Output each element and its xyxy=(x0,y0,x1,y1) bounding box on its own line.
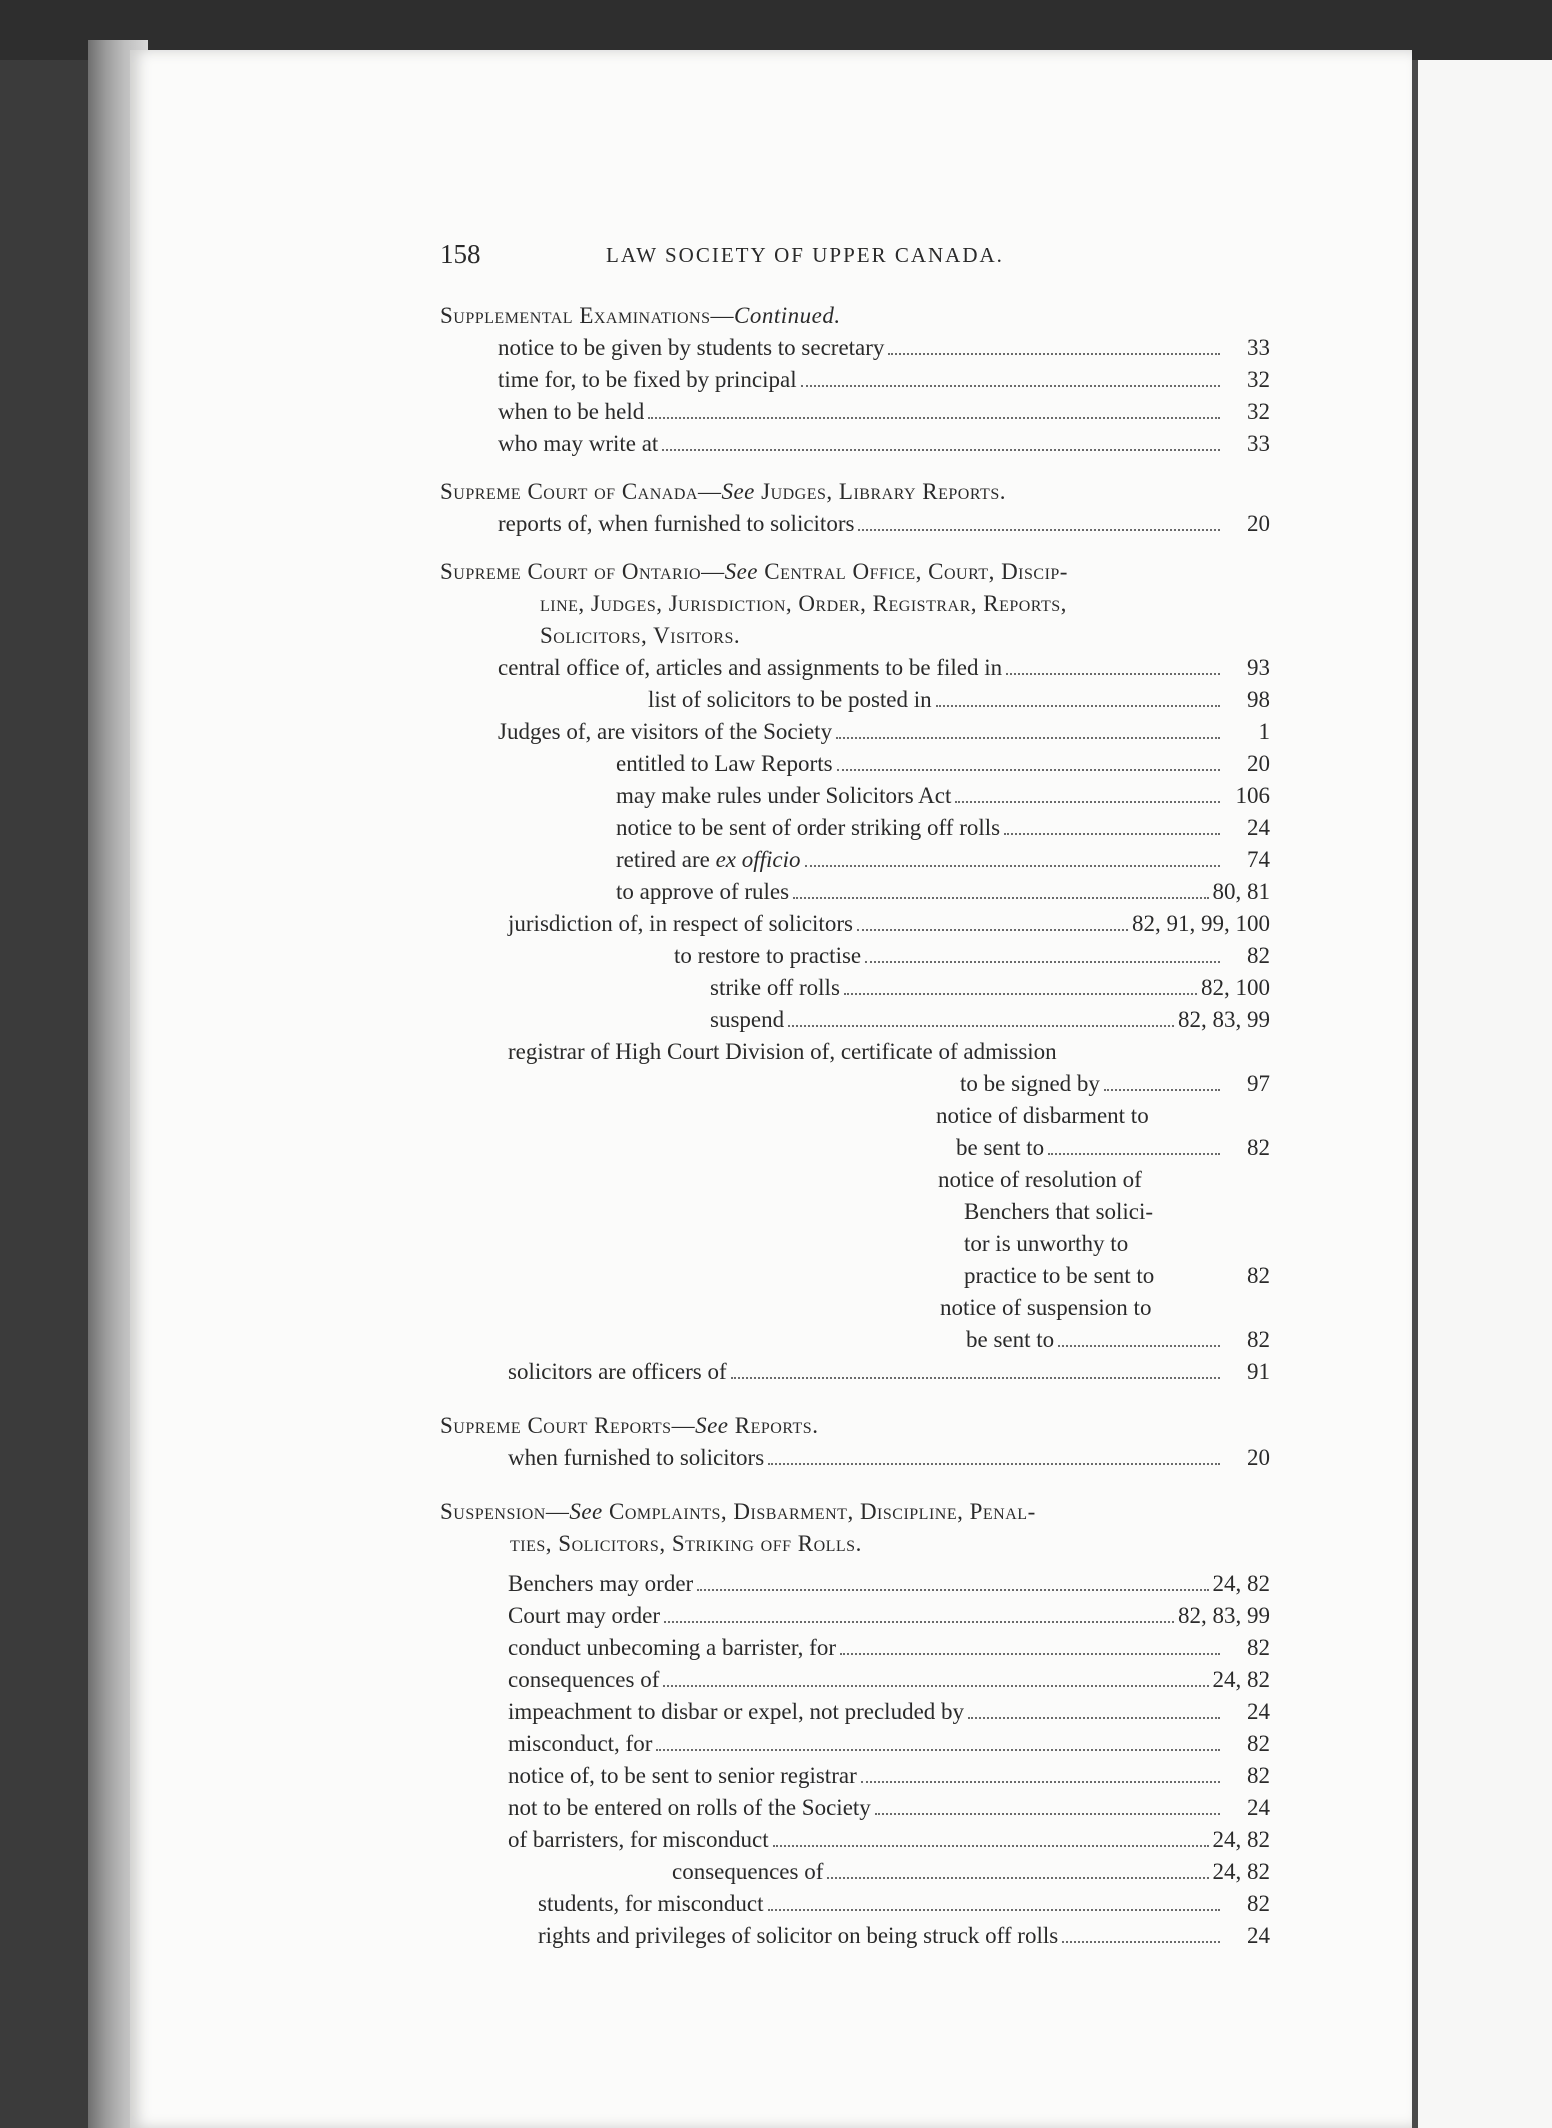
index-line: rights and privileges of solicitor on being struck off rolls 24 xyxy=(538,1923,1270,1948)
index-line: suspend 82, 83, 99 xyxy=(710,1007,1270,1032)
index-line: who may write at 33 xyxy=(498,431,1270,456)
facing-page-edge xyxy=(1412,60,1552,2128)
heading-continuation: ties, Solicitors, Striking off Rolls. xyxy=(510,1531,862,1556)
index-line: when furnished to solicitors 20 xyxy=(508,1445,1270,1470)
entry-heading-scr: Supreme Court Reports—See Reports. xyxy=(440,1413,819,1438)
heading-continuation: line, Judges, Jurisdiction, Order, Registrar, Reports, xyxy=(540,591,1067,616)
index-line: notice to be given by students to secretary 33 xyxy=(498,335,1270,360)
index-line: list of solicitors to be posted in 98 xyxy=(648,687,1270,712)
index-line: may make rules under Solicitors Act 106 xyxy=(616,783,1270,808)
index-line: to be signed by 97 xyxy=(960,1071,1270,1096)
index-line: reports of, when furnished to solicitors 20 xyxy=(498,511,1270,536)
index-line: consequences of 24, 82 xyxy=(672,1859,1270,1884)
index-line: students, for misconduct 82 xyxy=(538,1891,1270,1916)
continued-label: Continued. xyxy=(733,303,841,328)
entry-heading-supplemental: Supplemental Examinations—Continued. xyxy=(440,303,841,328)
index-line: of barristers, for misconduct 24, 82 xyxy=(508,1827,1270,1852)
index-line: strike off rolls 82, 100 xyxy=(710,975,1270,1000)
index-line: not to be entered on rolls of the Society 24 xyxy=(508,1795,1270,1820)
index-content xyxy=(440,238,1270,1952)
index-line: misconduct, for 82 xyxy=(508,1731,1270,1756)
running-head xyxy=(440,238,1270,274)
index-line: conduct unbecoming a barrister, for 82 xyxy=(508,1635,1270,1660)
index-line: time for, to be fixed by principal 32 xyxy=(498,367,1270,392)
entry-heading-suspension: Suspension—See Complaints, Disbarment, Discipline, Penal- xyxy=(440,1499,1036,1524)
index-line: central office of, articles and assignments to be filed in 93 xyxy=(498,655,1270,680)
index-line: Judges of, are visitors of the Society 1 xyxy=(498,719,1270,744)
index-line: when to be held 32 xyxy=(498,399,1270,424)
index-line: jurisdiction of, in respect of solicitors 82, 91, 99, 100 xyxy=(508,911,1270,936)
index-line: notice of resolution of xyxy=(938,1167,1142,1192)
heading-term: Supplemental Examinations xyxy=(440,303,711,328)
index-line: notice of suspension to xyxy=(940,1295,1152,1320)
heading-continuation: Solicitors, Visitors. xyxy=(540,623,741,648)
index-line: notice of, to be sent to senior registrar 82 xyxy=(508,1763,1270,1788)
running-title: LAW SOCIETY OF UPPER CANADA. xyxy=(606,243,1004,267)
index-line: impeachment to disbar or expel, not precluded by 24 xyxy=(508,1699,1270,1724)
index-line: notice of disbarment to xyxy=(936,1103,1149,1128)
index-line: solicitors are officers of 91 xyxy=(508,1359,1270,1384)
index-line: tor is unworthy to xyxy=(964,1231,1129,1256)
entry-heading-scc: Supreme Court of Canada—See Judges, Library Reports. xyxy=(440,479,1006,504)
entry-heading-sco: Supreme Court of Ontario—See Central Office, Court, Discip- xyxy=(440,559,1068,584)
index-line: Benchers may order 24, 82 xyxy=(508,1571,1270,1596)
index-line: Court may order 82, 83, 99 xyxy=(508,1603,1270,1628)
index-line: practice to be sent to 82 xyxy=(964,1263,1270,1288)
index-line: entitled to Law Reports 20 xyxy=(616,751,1270,776)
page-number: 158 xyxy=(440,239,481,269)
index-line: registrar of High Court Division of, certificate of admission xyxy=(508,1039,1057,1064)
index-line: Benchers that solici- xyxy=(964,1199,1154,1224)
index-line: be sent to 82 xyxy=(956,1135,1270,1160)
index-line: to restore to practise 82 xyxy=(674,943,1270,968)
index-line: consequences of 24, 82 xyxy=(508,1667,1270,1692)
index-line: be sent to 82 xyxy=(966,1327,1270,1352)
index-line: notice to be sent of order striking off rolls 24 xyxy=(616,815,1270,840)
index-line: to approve of rules 80, 81 xyxy=(616,879,1270,904)
index-line: retired are ex officio 74 xyxy=(616,847,1270,872)
